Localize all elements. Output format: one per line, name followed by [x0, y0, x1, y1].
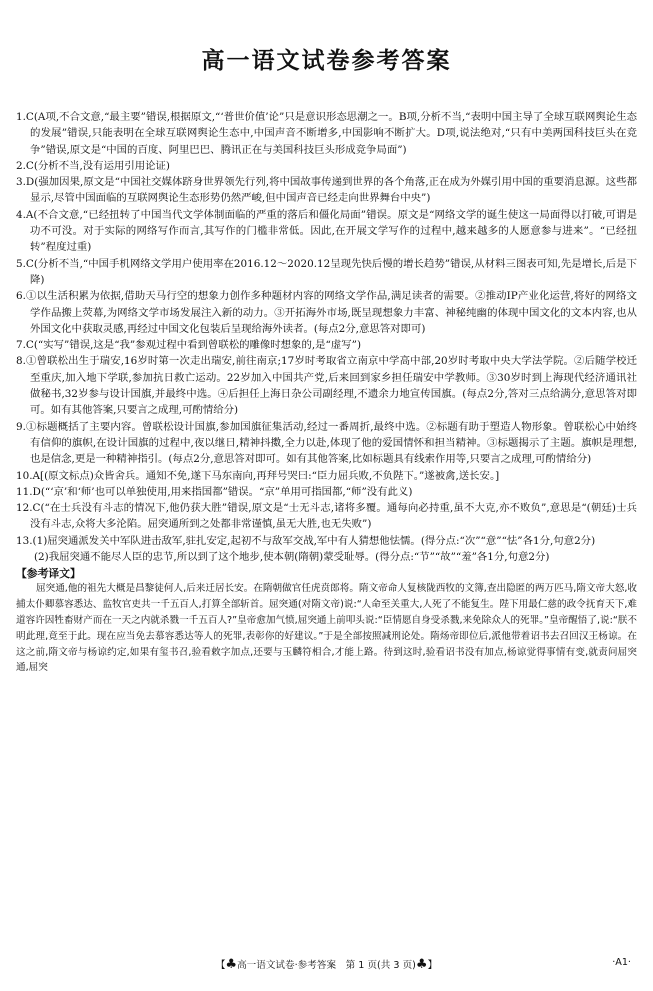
page-title: 高一语文试卷参考答案 [201, 48, 452, 74]
answer-item-10: 10.A[(原文标点)众皆舍兵。通知不免,遂下马东南向,再拜号哭曰:“臣力屈兵败,不负陛下。”遂被禽,送长安。] [16, 469, 500, 482]
translation-text: 屈突通,他的祖先大概是昌黎徒何人,后来迁居长安。在隋朝做官任虎贲郎将。隋文帝命人复核陇西牧的文簿,查出隐匿的两万匹马,隋文帝大怒,收捕太仆卿慕容悉达、监牧官吏共一千五百人,打算全部斩首。屈突通(对隋文帝)说:“人命至关重大,人死了不能复生。陛下用最仁慈的政令抚育天下,难道容许因牲畜财产而在一天之内就杀戮一千五百人?”皇帝愈加气愤,屈突通上前叩头说:“臣情愿自身受杀戮,来免除众人的死罪。”皇帝醒悟了,说:“朕不明此理,竟至于此。现在应当免去慕容悉达等人的死罪,表彰你的好建议。”于是全部按照减刑论处。隋炀帝即位后,派他带着诏书去召回汉王杨谅。在这之前,隋文帝与杨谅约定,如果有玺书召,验看敕字加点,还要与玉麟符相合,才能上路。待到这时,验看诏书没有加点,杨谅觉得事情有变,就责问屈突通,屈突 [16, 583, 638, 674]
answer-item-1: 1.C(A项,不合文意,“最主要”错误,根据原文,“‘普世价值’论”只是意识形态思潮之一。B项,分析不当,“表明中国主导了全球互联网舆论生态的发展”错误,只能表明在全球互联网舆论生态中,中国声音不断增多,中国影响不断扩大。D项,说法绝对,“只有中美两国科技巨头在竞争”错误,原文是“中国的百度、阿里巴巴、腾讯正在与美国科技巨头形成竞争局面”) [16, 111, 637, 156]
answer-item-13: 13.(1)屈突通派发关中军队进击敌军,驻扎安定,起初不与敌军交战,军中有人猜想他怯懦。(得分点:“次”“意”“怯”各1分,句意2分) [16, 534, 596, 547]
answer-list [16, 109, 637, 565]
footer-right-bracket: 】 [427, 960, 438, 971]
footer-code: ·A1· [612, 957, 631, 968]
answer-item-2: 2.C(分析不当,没有运用引用论证) [16, 159, 170, 172]
page-footer [0, 957, 653, 973]
answer-item-4: 4.A(不合文意,“已经扭转了中国当代文学体制面临的严重的落后和僵化局面”错误。原文是“网络文学的诞生使这一局面得以打破,可谓是功不可没。对于实际的网络写作而言,其写作的门槛非常低。因此,在开展文学写作的过程中,越来越多的人愿意参与进来”。“已经扭转”程度过重) [16, 208, 637, 254]
footer-left-bracket: 【 [215, 960, 226, 971]
answer-item-13-part2: (2)我屈突通不能尽人臣的忠节,所以到了这个地步,使本朝(隋朝)蒙受耻辱。(得分点:“节”“故”“羞”各1分,句意2分) [34, 551, 550, 564]
answer-item-7: 7.C(“实写”错误,这是“我”参观过程中看到曾联松的雕像时想象的,是“虚写”) [16, 339, 361, 352]
answer-item-6: 6.①以生活积累为依据,借助天马行空的想象力创作多种题材内容的网络文学作品,满足读者的需要。②推动IP产业化运营,将好的网络文学作品搬上荧幕,为网络文学市场发展注入新的动力。③开拓海外市场,既呈现想象力丰富、神秘纯幽的体现中国文化的文本内容,也从外国文化中获取灵感,再经过中国文化包装后呈现给海外读者。(每点2分,意思答对即可) [16, 290, 637, 335]
answer-item-9: 9.①标题概括了主要内容。曾联松设计国旗,参加国旗征集活动,经过一番周折,最终中选。②标题有助于塑造人物形象。曾联松心中始终有信仰的旗帜,在设计国旗的过程中,夜以继日,精神抖擞,全力以赴,体现了他的爱国情怀和担当精神。③标题揭示了主题。旗帜是理想,也是信念,更是一种精神指引。(每点2分,意思答对即可。如有其他答案,比如标题具有线索作用等,只要言之成理,可酌情给分) [16, 420, 637, 466]
translation-heading: 【参考译文】 [16, 567, 81, 581]
club-icon-left: ♣ [225, 957, 238, 972]
answer-item-12: 12.C(“在士兵没有斗志的情况下,他仍获大胜”错误,原文是“士无斗志,诸将多覆。通每向必持重,虽不大克,亦不败负”,意思是“(朝廷)士兵没有斗志,众将大多沦陷。屈突通所到之处都非常谨慎,虽无大胜,也无失败”) [16, 502, 637, 531]
answer-item-11: 11.D(“‘京’和‘师’也可以单独使用,用来指国都”错误。“京”单用可指国都,“师”没有此义) [16, 485, 413, 498]
answer-item-8: 8.①曾联松出生于瑞安,16岁时第一次走出瑞安,前往南京;17岁时考取省立南京中学高中部,20岁时考取中央大学法学院。②后随学校迁至重庆,加入地下学联,参加抗日救亡运动。22岁加入中国共产党,后来回到家乡担任瑞安中学教师。③30岁时到上海现代经济通讯社做秘书,32岁参与设计国旗,并最终中选。④后担任上海日杂公司副经理,不遗余力地宣传国旗。(每点2分,答对三点给满分,意思答对即可。如有其他答案,只要言之成理,可酌情给分) [16, 355, 637, 417]
club-icon-right: ♣ [415, 957, 428, 972]
footer-page-info: 高一语文试卷·参考答案 第 1 页(共 3 页) [237, 960, 416, 971]
answer-item-5: 5.C(分析不当,“中国手机网络文学用户使用率在2016.12～2020.12呈现先快后慢的增长趋势”错误,从材料三图表可知,先是增长,后是下降) [16, 257, 637, 286]
footer-center [0, 957, 653, 972]
answer-item-3: 3.D(强加因果,原文是“中国社交媒体跻身世界领先行列,将中国故事传递到世界的各个角落,正在成为外媒引用中国的重要消息源。这些都显示,尽管中国面临的互联网舆论生态形势仍然严峻,但中国声音已经走向世界舞台中央”) [16, 176, 637, 205]
